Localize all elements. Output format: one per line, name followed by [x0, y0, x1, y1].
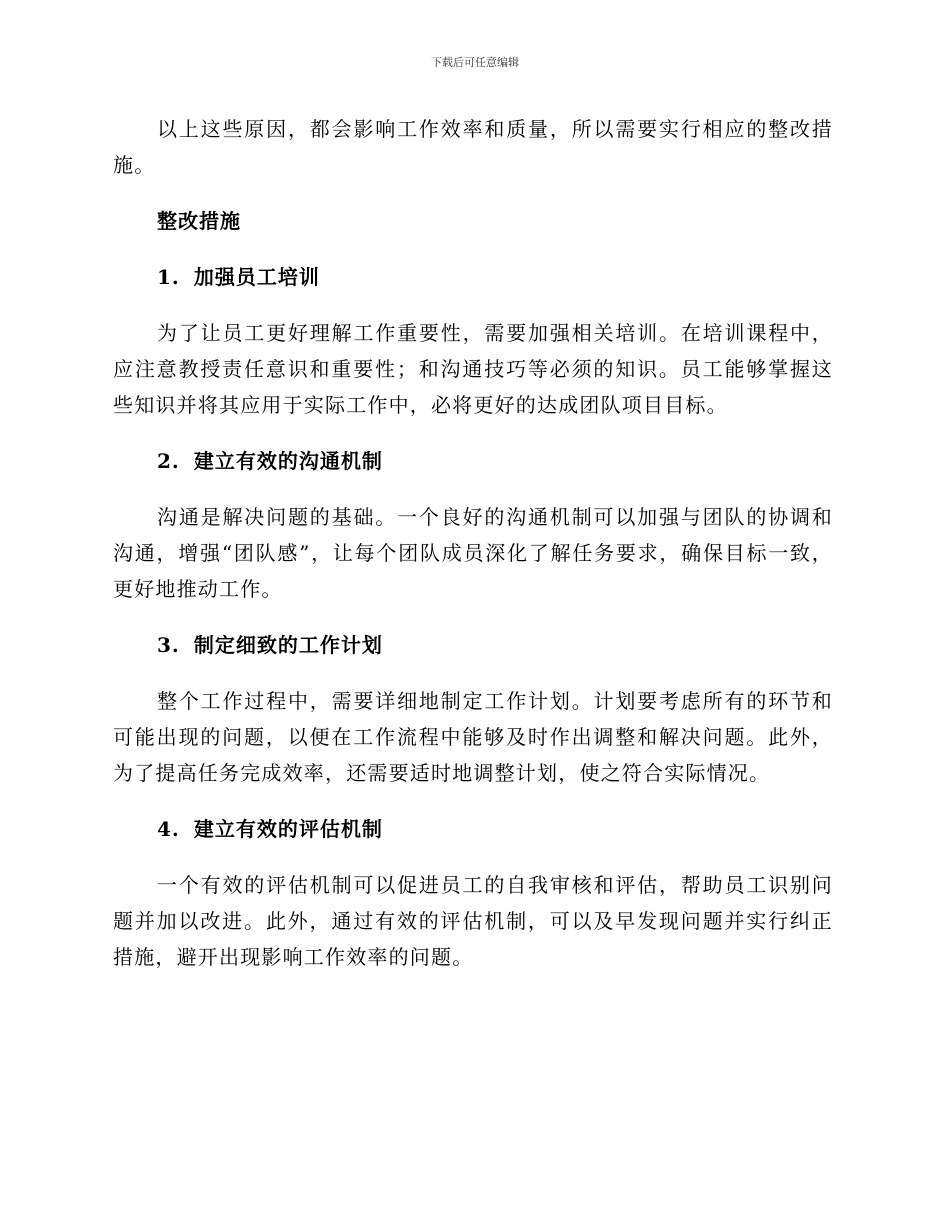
item-heading-2	[113, 443, 833, 479]
item-heading-3	[113, 627, 833, 663]
item-title: 建立有效的评估机制	[193, 817, 383, 841]
intro-paragraph: 以上这些原因，都会影响工作效率和质量，所以需要实行相应的整改措施。	[113, 117, 833, 177]
item-body-1: 为了让员工更好理解工作重要性，需要加强相关培训。在培训课程中，应注意教授责任意识和重要性；和沟通技巧等必须的知识。员工能够掌握这些知识并将其应用于实际工作中，必将更好的达成团队项目目标。	[113, 321, 833, 417]
item-number: 3.	[157, 633, 180, 657]
document-body	[113, 111, 833, 995]
item-number: 1.	[157, 265, 180, 289]
item-title: 建立有效的沟通机制	[193, 449, 383, 473]
item-title: 加强员工培训	[193, 265, 320, 289]
item-heading-4	[113, 811, 833, 847]
section-title: 整改措施	[157, 209, 241, 233]
item-body-4: 一个有效的评估机制可以促进员工的自我审核和评估，帮助员工识别问题并加以改进。此外，通过有效的评估机制，可以及早发现问题并实行纠正措施，避开出现影响工作效率的问题。	[113, 873, 833, 969]
item-title: 制定细致的工作计划	[193, 633, 383, 657]
item-number: 2.	[157, 449, 180, 473]
page-header: 下载后可任意编辑	[431, 56, 519, 69]
item-body-3: 整个工作过程中，需要详细地制定工作计划。计划要考虑所有的环节和可能出现的问题，以便在工作流程中能够及时作出调整和解决问题。此外，为了提高任务完成效率，还需要适时地调整计划，使之符合实际情况。	[113, 689, 833, 785]
item-body-2: 沟通是解决问题的基础。一个良好的沟通机制可以加强与团队的协调和沟通，增强“团队感”，让每个团队成员深化了解任务要求，确保目标一致，更好地推动工作。	[113, 505, 833, 601]
item-number: 4.	[157, 817, 180, 841]
item-heading-1	[113, 259, 833, 295]
